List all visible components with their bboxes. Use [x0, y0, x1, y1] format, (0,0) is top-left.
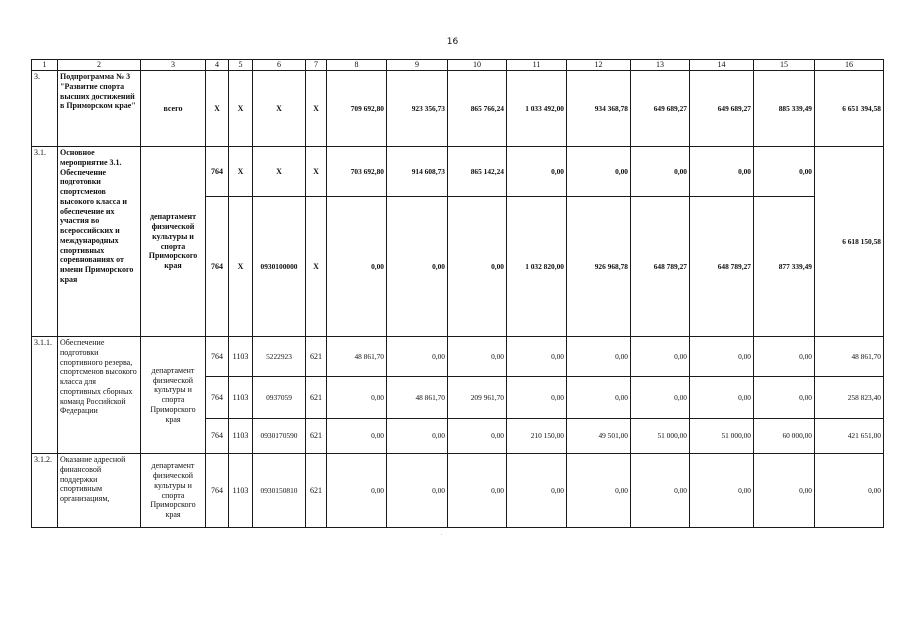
value-cell: 48 861,70: [327, 337, 387, 377]
value-cell: 1 032 820,00: [507, 197, 567, 337]
table-row: [32, 454, 884, 528]
row-number: 3.1.2.: [32, 454, 58, 528]
value-cell: 0,00: [507, 454, 567, 528]
total-cell: 421 651,00: [815, 419, 884, 454]
value-cell: 0,00: [507, 337, 567, 377]
executor-cell: департамент физической культуры и спорта Приморского края: [141, 454, 206, 528]
header-cell: 7: [306, 60, 327, 71]
code-cell: X: [306, 71, 327, 147]
row-name: Основное мероприятие 3.1. Обеспечение подготовки спортсменов высокого класса и обеспечение их участия во всероссийских и международных спортивных соревнованиях от имени Приморского края: [58, 147, 141, 337]
code-cell: 764: [206, 454, 229, 528]
code-cell: X: [229, 197, 253, 337]
value-cell: 0,00: [448, 454, 507, 528]
value-cell: 0,00: [327, 454, 387, 528]
table-row: [32, 337, 884, 377]
code-cell: 621: [306, 337, 327, 377]
table-row: [32, 147, 884, 197]
value-cell: 914 608,73: [387, 147, 448, 197]
executor-cell: всего: [141, 71, 206, 147]
code-cell: 764: [206, 419, 229, 454]
value-cell: 865 142,24: [448, 147, 507, 197]
value-cell: 0,00: [567, 147, 631, 197]
value-cell: 0,00: [387, 419, 448, 454]
row-number: 3.: [32, 71, 58, 147]
value-cell: 0,00: [507, 147, 567, 197]
code-cell: 1103: [229, 377, 253, 419]
value-cell: 48 861,70: [387, 377, 448, 419]
value-cell: 0,00: [631, 454, 690, 528]
header-cell: 4: [206, 60, 229, 71]
value-cell: 0,00: [327, 377, 387, 419]
value-cell: 51 000,00: [631, 419, 690, 454]
code-cell: 764: [206, 197, 229, 337]
value-cell: 0,00: [567, 337, 631, 377]
value-cell: 923 356,73: [387, 71, 448, 147]
column-number-header: [32, 60, 884, 71]
page-number: 16: [446, 37, 459, 47]
header-cell: 15: [754, 60, 815, 71]
code-cell: X: [306, 197, 327, 337]
value-cell: 209 961,70: [448, 377, 507, 419]
code-cell: X: [253, 71, 306, 147]
code-cell: 1103: [229, 419, 253, 454]
row-number: 3.1.1.: [32, 337, 58, 454]
value-cell: 709 692,80: [327, 71, 387, 147]
value-cell: 0,00: [754, 377, 815, 419]
executor-cell: департамент физической культуры и спорта Приморского края: [141, 337, 206, 454]
value-cell: 0,00: [754, 147, 815, 197]
row-name: Подпрограмма № 3 "Развитие спорта высших достижений в Приморском крае": [58, 71, 141, 147]
scan-dot: .: [441, 532, 443, 537]
value-cell: 934 368,78: [567, 71, 631, 147]
value-cell: 210 150,00: [507, 419, 567, 454]
code-cell: 621: [306, 419, 327, 454]
value-cell: 0,00: [690, 337, 754, 377]
value-cell: 0,00: [690, 454, 754, 528]
value-cell: 51 000,00: [690, 419, 754, 454]
code-cell: 0930150810: [253, 454, 306, 528]
code-cell: 0930100000: [253, 197, 306, 337]
value-cell: 648 789,27: [690, 197, 754, 337]
header-cell: 3: [141, 60, 206, 71]
header-cell: 13: [631, 60, 690, 71]
total-cell: 48 861,70: [815, 337, 884, 377]
header-cell: 16: [815, 60, 884, 71]
value-cell: 0,00: [690, 377, 754, 419]
value-cell: 926 968,78: [567, 197, 631, 337]
row-name: Оказание адресной финансовой поддержки спортивным организациям,: [58, 454, 141, 528]
value-cell: 0,00: [567, 377, 631, 419]
value-cell: 703 692,80: [327, 147, 387, 197]
code-cell: X: [206, 71, 229, 147]
value-cell: 865 766,24: [448, 71, 507, 147]
code-cell: 5222923: [253, 337, 306, 377]
value-cell: 0,00: [327, 419, 387, 454]
value-cell: 0,00: [448, 197, 507, 337]
code-cell: 764: [206, 337, 229, 377]
value-cell: 60 000,00: [754, 419, 815, 454]
header-cell: 12: [567, 60, 631, 71]
value-cell: 0,00: [631, 147, 690, 197]
value-cell: 0,00: [754, 454, 815, 528]
value-cell: 0,00: [327, 197, 387, 337]
value-cell: 0,00: [754, 337, 815, 377]
code-cell: 0930170590: [253, 419, 306, 454]
header-cell: 9: [387, 60, 448, 71]
code-cell: 764: [206, 147, 229, 197]
executor-cell: департамент физической культуры и спорта Приморского края: [141, 147, 206, 337]
value-cell: 0,00: [631, 377, 690, 419]
value-cell: 49 501,00: [567, 419, 631, 454]
total-cell: 258 823,40: [815, 377, 884, 419]
code-cell: 621: [306, 454, 327, 528]
header-cell: 10: [448, 60, 507, 71]
value-cell: 0,00: [387, 337, 448, 377]
code-cell: 621: [306, 377, 327, 419]
total-cell: 6 651 394,58: [815, 71, 884, 147]
code-cell: X: [229, 147, 253, 197]
value-cell: 0,00: [567, 454, 631, 528]
value-cell: 877 339,49: [754, 197, 815, 337]
total-cell: 6 618 150,58: [815, 147, 884, 337]
value-cell: 649 689,27: [631, 71, 690, 147]
budget-table: [31, 59, 884, 528]
value-cell: 648 789,27: [631, 197, 690, 337]
table-row: [32, 71, 884, 147]
code-cell: X: [253, 147, 306, 197]
value-cell: 0,00: [387, 197, 448, 337]
code-cell: 764: [206, 377, 229, 419]
value-cell: 885 339,49: [754, 71, 815, 147]
value-cell: 0,00: [448, 419, 507, 454]
header-cell: 8: [327, 60, 387, 71]
code-cell: 1103: [229, 337, 253, 377]
value-cell: 0,00: [387, 454, 448, 528]
header-cell: 1: [32, 60, 58, 71]
code-cell: X: [306, 147, 327, 197]
value-cell: 649 689,27: [690, 71, 754, 147]
value-cell: 0,00: [631, 337, 690, 377]
value-cell: 0,00: [690, 147, 754, 197]
code-cell: 1103: [229, 454, 253, 528]
total-cell: 0,00: [815, 454, 884, 528]
header-cell: 11: [507, 60, 567, 71]
value-cell: 0,00: [507, 377, 567, 419]
code-cell: X: [229, 71, 253, 147]
header-cell: 14: [690, 60, 754, 71]
header-cell: 5: [229, 60, 253, 71]
value-cell: 0,00: [448, 337, 507, 377]
header-cell: 6: [253, 60, 306, 71]
value-cell: 1 033 492,00: [507, 71, 567, 147]
row-name: Обеспечение подготовки спортивного резерва, спортсменов высокого класса для спортивных сборных команд Российской Федерации: [58, 337, 141, 454]
header-cell: 2: [58, 60, 141, 71]
code-cell: 0937059: [253, 377, 306, 419]
row-number: 3.1.: [32, 147, 58, 337]
